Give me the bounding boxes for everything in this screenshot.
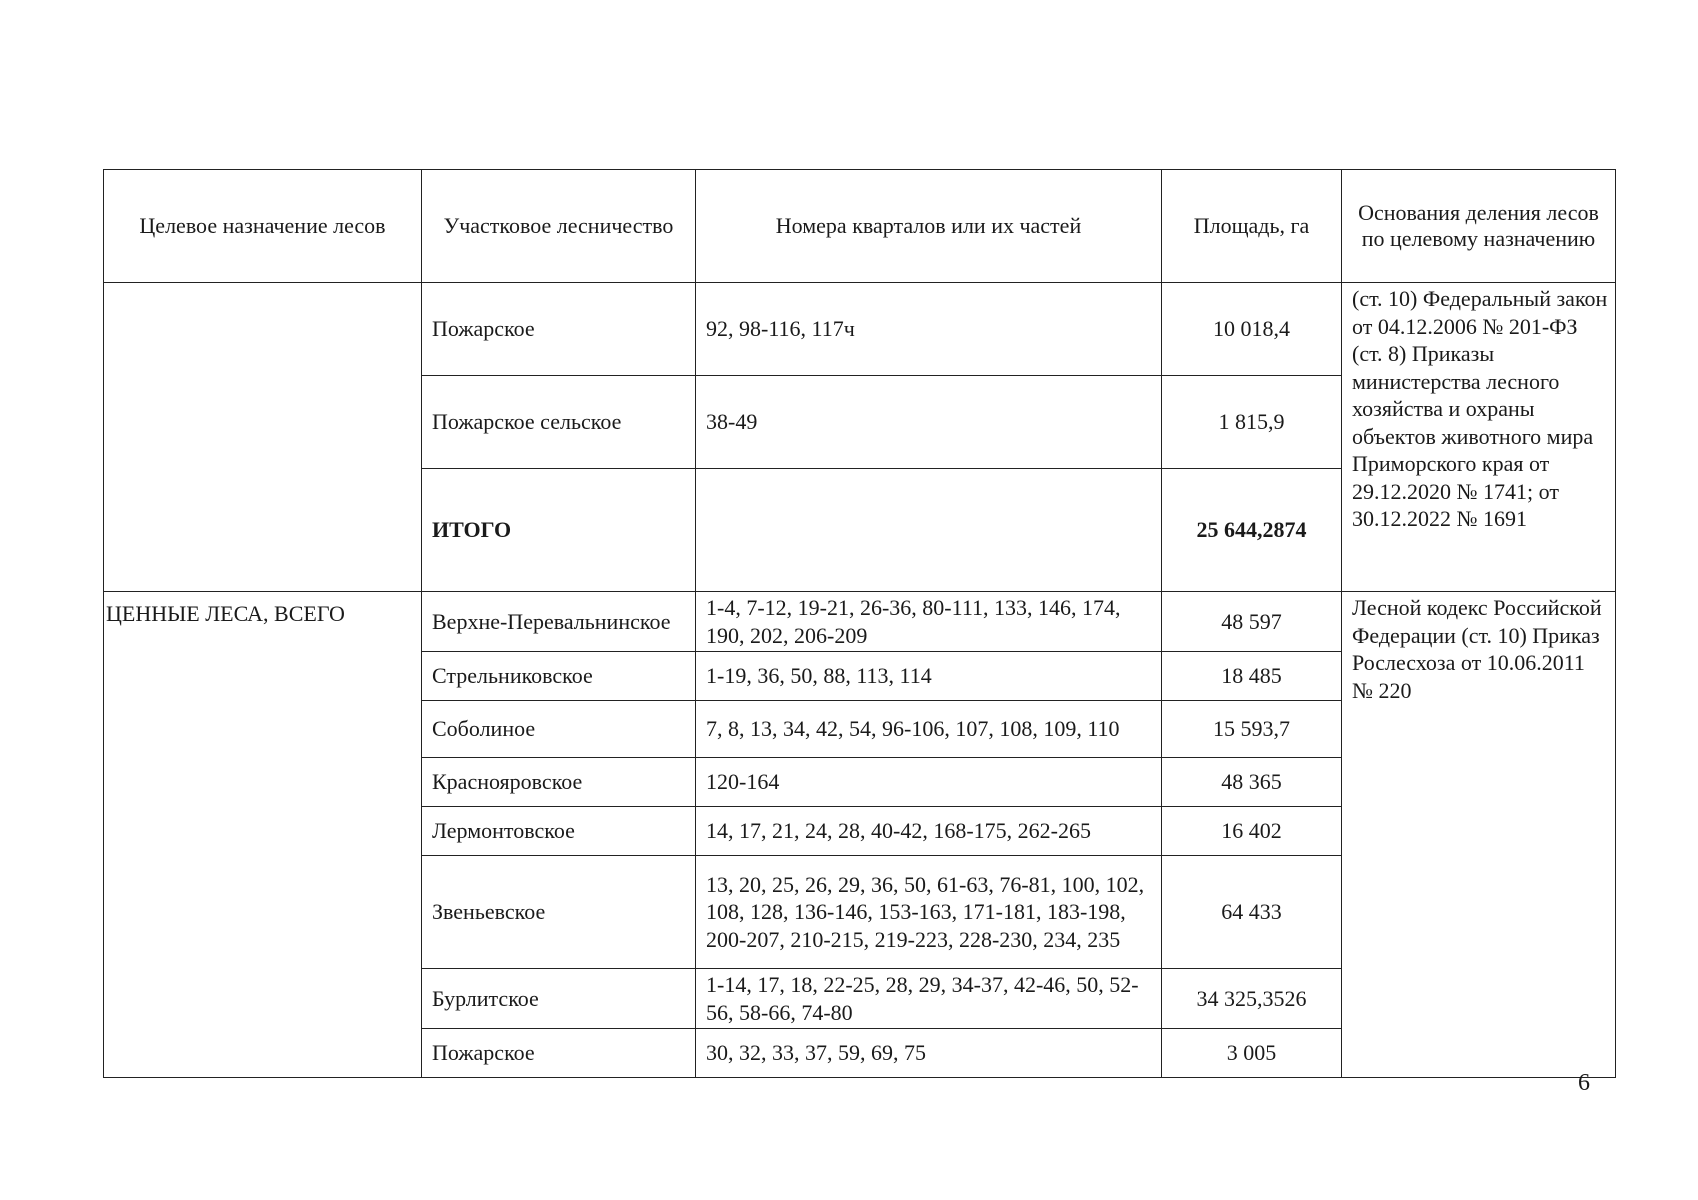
header-purpose: Целевое назначение лесов — [104, 170, 422, 283]
area-cell: 48 597 — [1162, 592, 1342, 652]
header-basis: Основания деления лесов по целевому назначению — [1342, 170, 1616, 283]
page-number: 6 — [1578, 1070, 1590, 1096]
area-cell: 1 815,9 — [1162, 376, 1342, 469]
district-cell: Лермонтовское — [422, 807, 696, 856]
district-cell: Пожарское — [422, 1029, 696, 1078]
header-quarters: Номера кварталов или их частей — [696, 170, 1162, 283]
area-cell: 16 402 — [1162, 807, 1342, 856]
area-cell: 64 433 — [1162, 856, 1342, 969]
quarters-cell-empty — [696, 469, 1162, 592]
district-cell: Верхне-Перевальнинское — [422, 592, 696, 652]
quarters-cell: 13, 20, 25, 26, 29, 36, 50, 61-63, 76-81, 100, 102, 108, 128, 136-146, 153-163, 171-181, 183-198, 200-207, 210-215, 219-223, 228-230, 234, 235 — [696, 856, 1162, 969]
basis-cell: (ст. 10) Федеральный закон от 04.12.2006 № 201-ФЗ (ст. 8) Приказы министерства лесного хозяйства и охраны объектов животного мира Приморского края от 29.12.2020 № 1741; от 30.12.2022 № 1691 — [1342, 283, 1616, 592]
total-area: 25 644,2874 — [1162, 469, 1342, 592]
quarters-cell: 1-19, 36, 50, 88, 113, 114 — [696, 652, 1162, 701]
district-cell: Краснояровское — [422, 758, 696, 807]
quarters-cell: 38-49 — [696, 376, 1162, 469]
purpose-cell: ЦЕННЫЕ ЛЕСА, ВСЕГО — [104, 592, 422, 1078]
area-cell: 15 593,7 — [1162, 701, 1342, 758]
district-cell: Пожарское сельское — [422, 376, 696, 469]
quarters-cell: 7, 8, 13, 34, 42, 54, 96-106, 107, 108, 109, 110 — [696, 701, 1162, 758]
quarters-cell: 30, 32, 33, 37, 59, 69, 75 — [696, 1029, 1162, 1078]
table-row — [104, 592, 1616, 652]
total-label: ИТОГО — [422, 469, 696, 592]
district-cell: Пожарское — [422, 283, 696, 376]
table-row — [104, 283, 1616, 376]
quarters-cell: 1-4, 7-12, 19-21, 26-36, 80-111, 133, 146, 174, 190, 202, 206-209 — [696, 592, 1162, 652]
district-cell: Звеньевское — [422, 856, 696, 969]
area-cell: 18 485 — [1162, 652, 1342, 701]
area-cell: 3 005 — [1162, 1029, 1342, 1078]
district-cell: Соболиное — [422, 701, 696, 758]
district-cell: Стрельниковское — [422, 652, 696, 701]
table-header-row — [104, 170, 1616, 283]
area-cell: 10 018,4 — [1162, 283, 1342, 376]
header-area: Площадь, га — [1162, 170, 1342, 283]
district-cell: Бурлитское — [422, 969, 696, 1029]
quarters-cell: 120-164 — [696, 758, 1162, 807]
area-cell: 48 365 — [1162, 758, 1342, 807]
quarters-cell: 1-14, 17, 18, 22-25, 28, 29, 34-37, 42-46, 50, 52-56, 58-66, 74-80 — [696, 969, 1162, 1029]
purpose-cell — [104, 283, 422, 592]
quarters-cell: 92, 98-116, 117ч — [696, 283, 1162, 376]
area-cell: 34 325,3526 — [1162, 969, 1342, 1029]
forest-purpose-table — [103, 169, 1616, 1078]
header-district: Участковое лесничество — [422, 170, 696, 283]
quarters-cell: 14, 17, 21, 24, 28, 40-42, 168-175, 262-265 — [696, 807, 1162, 856]
basis-cell: Лесной кодекс Российской Федерации (ст. 10) Приказ Рослесхоза от 10.06.2011 № 220 — [1342, 592, 1616, 1078]
